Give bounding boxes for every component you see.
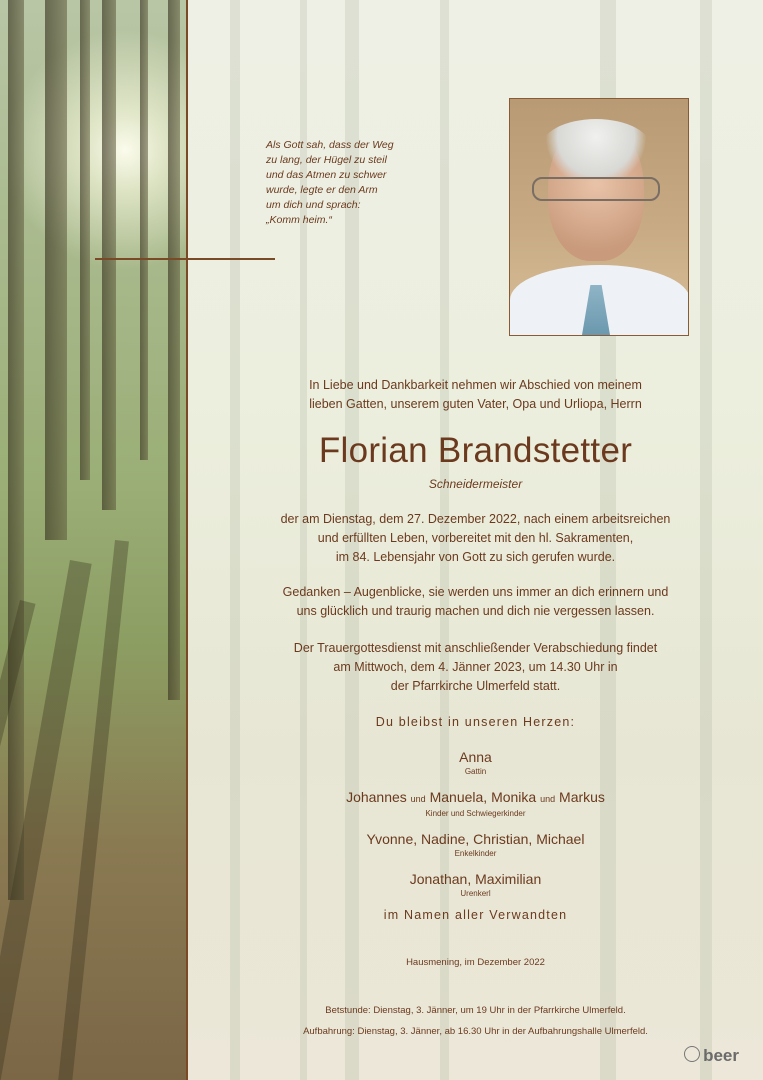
family-grandchildren-role: Enkelkinder xyxy=(454,849,497,858)
dandelion-icon xyxy=(684,1046,700,1062)
deceased-occupation: Schneidermeister xyxy=(428,477,523,491)
memories-text: Gedanken – Augenblicke, sie werden uns immer an dich erinnern und uns glücklich und traurig machen und dich nie vergessen lassen. xyxy=(282,585,669,618)
heart-line: Du bleibst in unseren Herzen: xyxy=(375,715,576,729)
family-list xyxy=(188,748,763,910)
deceased-name: Florian Brandstetter xyxy=(318,431,633,470)
laying-out: Aufbahrung: Dienstag, 3. Jänner, ab 16.30 Uhr in der Aufbahrungshalle Ulmerfeld. xyxy=(303,1026,648,1037)
death-announcement: der am Dienstag, dem 27. Dezember 2022, nach einem arbeitsreichen und erfüllten Leben, vorbereitet mit den hl. Sakramenten, im 84. Lebensjahr von Gott zu sich gerufen wurde. xyxy=(280,512,671,564)
family-spouse: Anna xyxy=(459,749,492,765)
family-children-role: Kinder und Schwiegerkinder xyxy=(425,809,526,818)
family-greatgrandchildren: Jonathan, Maximilian xyxy=(409,871,542,887)
prayer-hour: Betstunde: Dienstag, 3. Jänner, um 19 Uhr in der Pfarrkirche Ulmerfeld. xyxy=(325,1005,626,1016)
family-greatgrandchildren-role: Urenkerl xyxy=(460,889,491,898)
footer-info xyxy=(188,1000,763,1042)
beer-logo: beer xyxy=(684,1046,739,1066)
cross-horizontal-line xyxy=(95,258,275,260)
memorial-quote: Als Gott sah, dass der Weg zu lang, der Hügel zu steil und das Atmen zu schwer wurde, legte er den Arm um dich und sprach: „Komm heim.“ xyxy=(266,139,394,226)
intro-text: In Liebe und Dankbarkeit nehmen wir Abschied von meinem lieben Gatten, unserem guten Vater, Opa und Urliopa, Herrn xyxy=(309,378,642,411)
family-spouse-role: Gattin xyxy=(464,767,487,776)
forest-photo-strip xyxy=(0,0,188,1080)
portrait-photo xyxy=(509,98,689,336)
funeral-service-text: Der Trauergottesdienst mit anschließender Verabschiedung findet am Mittwoch, dem 4. Jänner 2023, um 14.30 Uhr in der Pfarrkirche Ulmerfeld statt. xyxy=(293,641,658,693)
place-date: Hausmening, im Dezember 2022 xyxy=(406,957,545,968)
relatives-line: im Namen aller Verwandten xyxy=(383,908,568,922)
family-children: Johannes und Manuela, Monika und Markus xyxy=(346,789,605,805)
family-grandchildren: Yvonne, Nadine, Christian, Michael xyxy=(366,831,585,847)
